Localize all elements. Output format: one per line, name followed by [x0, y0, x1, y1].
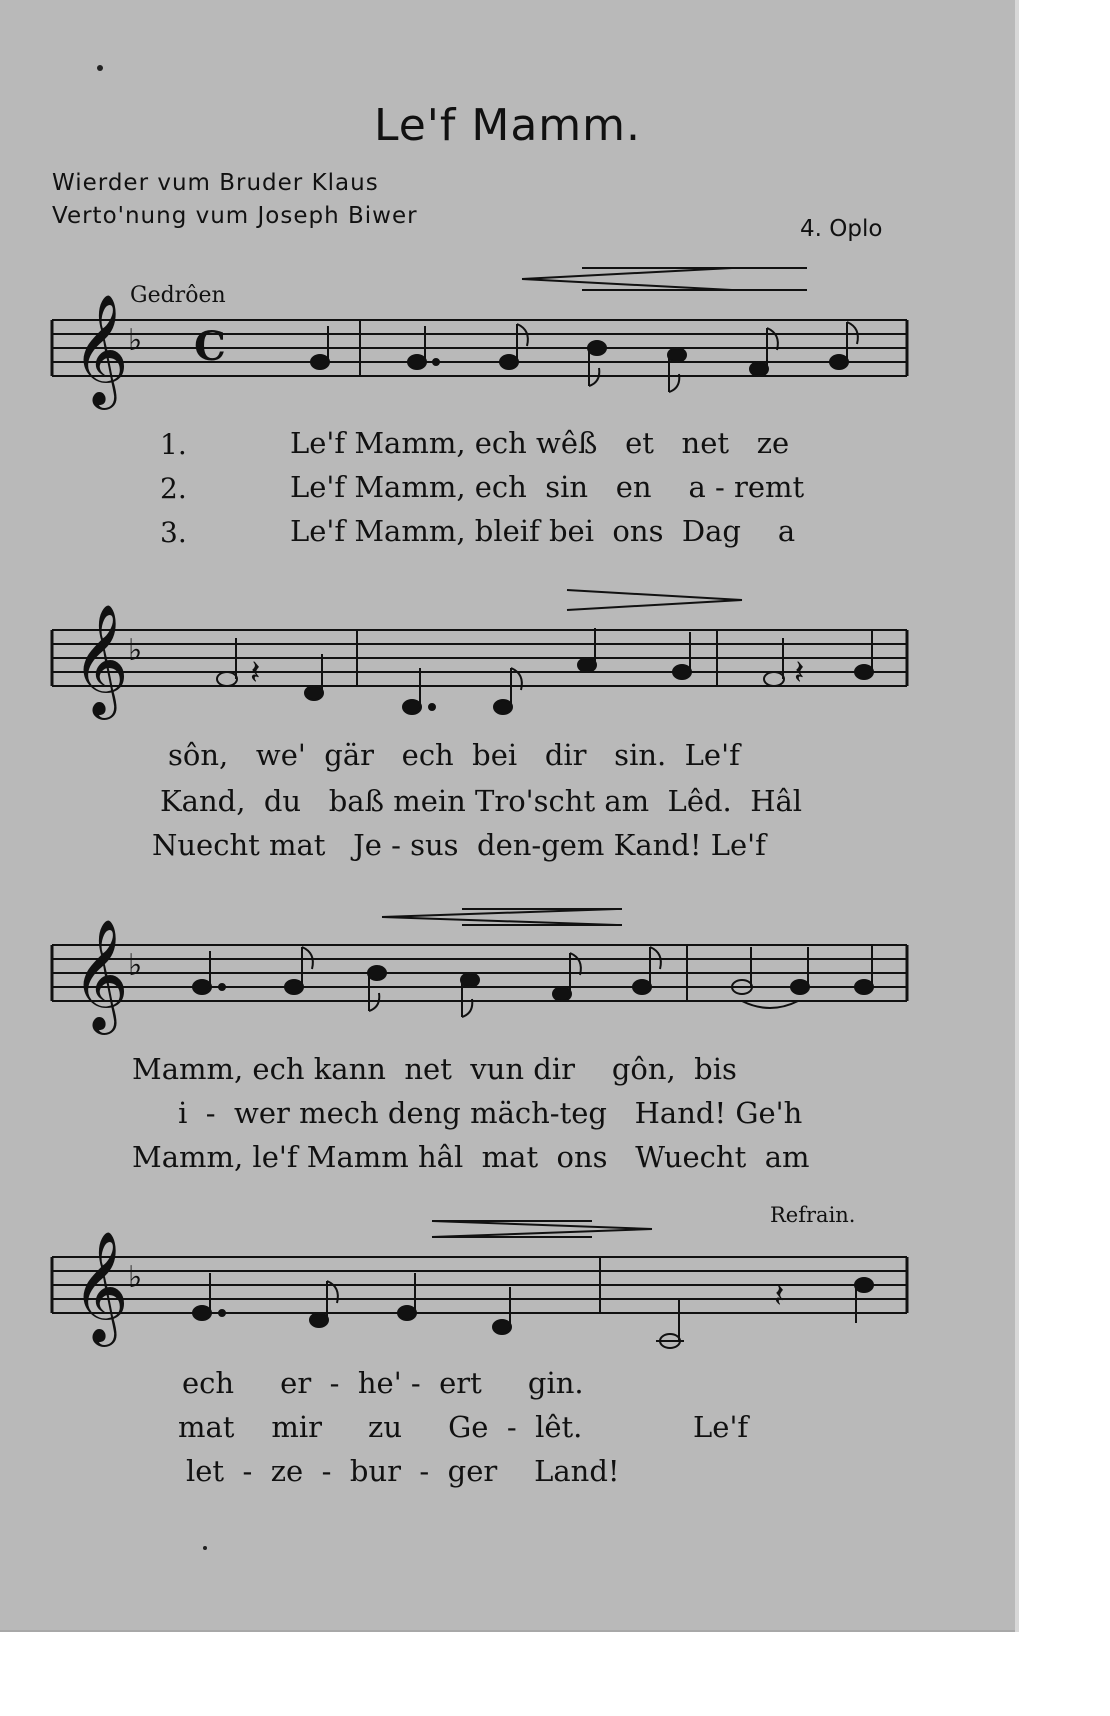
verse-number-1: 1.	[160, 428, 187, 461]
lyric-line: Mamm, le'f Mamm hâl mat ons Wuecht am	[132, 1140, 810, 1174]
common-time-icon: C	[194, 323, 226, 370]
edition-label: 4. Oplo	[800, 216, 883, 242]
card-shadow	[1015, 0, 1019, 1632]
svg-text:𝄽: 𝄽	[774, 1276, 785, 1316]
treble-clef-icon: 𝄞	[72, 918, 129, 1030]
notes-system-1	[311, 322, 858, 392]
staff-system-1	[52, 268, 907, 410]
lyric-line: mat mir zu Ge - lêt. Le'f	[178, 1410, 749, 1444]
flat-icon: ♭	[128, 323, 143, 358]
print-speck	[97, 65, 103, 71]
lyrics-credit: Wierder vum Bruder Klaus	[52, 170, 379, 196]
treble-clef-icon: 𝄞	[72, 603, 129, 715]
svg-text:𝄽: 𝄽	[250, 653, 261, 693]
treble-clef-icon: 𝄞	[72, 293, 129, 405]
notes-system-3	[193, 945, 873, 1017]
lyric-line: sôn, we' gär ech bei dir sin. Le'f	[168, 738, 740, 772]
lyric-line: Le'f Mamm, ech sin en a - remt	[290, 470, 805, 504]
song-title: Le'f Mamm.	[373, 100, 642, 151]
staff-system-2	[52, 590, 907, 720]
flat-icon: ♭	[128, 948, 143, 983]
treble-clef-icon: 𝄞	[72, 1230, 129, 1342]
lyric-line: ech er - he' - ert gin.	[182, 1366, 584, 1400]
lyric-line: Mamm, ech kann net vun dir gôn, bis	[132, 1052, 737, 1086]
music-credit: Verto'nung vum Joseph Biwer	[52, 203, 418, 229]
staff-system-3	[52, 909, 907, 1035]
lyric-line: Nuecht mat Je - sus den-gem Kand! Le'f	[152, 828, 766, 862]
flat-icon: ♭	[128, 1260, 143, 1295]
print-speck	[203, 1546, 207, 1550]
lyric-line: Le'f Mamm, bleif bei ons Dag a	[290, 514, 796, 548]
lyric-line: let - ze - bur - ger Land!	[186, 1454, 620, 1488]
lyric-line: Kand, du baß mein Tro'scht am Lêd. Hâl	[160, 784, 803, 818]
lyric-line: i - wer mech deng mäch-teg Hand! Ge'h	[132, 1096, 803, 1130]
lyric-line: Le'f Mamm, ech wêß et net ze	[290, 426, 790, 460]
verse-number-2: 2.	[160, 472, 187, 505]
staff-system-4	[52, 1221, 907, 1348]
svg-text:𝄽: 𝄽	[794, 653, 805, 693]
tempo-marking: Gedrôen	[130, 283, 226, 308]
refrain-marking: Refrain.	[770, 1203, 856, 1227]
verse-number-3: 3.	[160, 516, 187, 549]
flat-icon: ♭	[128, 633, 143, 668]
